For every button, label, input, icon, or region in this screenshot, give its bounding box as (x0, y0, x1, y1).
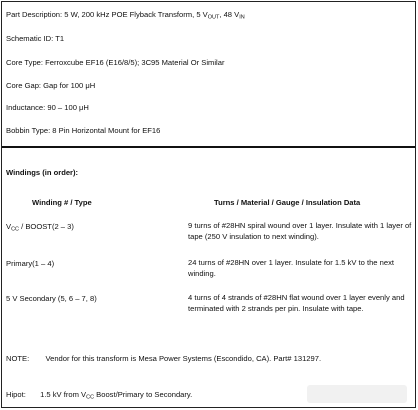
hipot-text-prefix: 1.5 kV from V (40, 390, 87, 399)
winding-name-suffix: / BOOST(2 – 3) (19, 222, 74, 231)
winding-details-vcc-boost: 9 turns of #28HN spiral wound over 1 layer. Insulate with 1 layer of tape (250 V insulation to next winding). (188, 221, 412, 241)
winding-name-text: V (6, 222, 12, 231)
core-gap: Core Gap: Gap for 100 μH (6, 81, 96, 90)
part-description (6, 10, 245, 21)
hipot-text-suffix: Boost/Primary to Secondary. (94, 390, 193, 399)
winding-name-primary: Primary(1 – 4) (6, 259, 55, 268)
section-divider (2, 146, 415, 148)
column-header-winding: Winding # / Type (32, 198, 92, 207)
winding-name-vcc-boost (6, 222, 74, 233)
part-description-mid: , 48 V (219, 10, 240, 19)
inductance: Inductance: 90 – 100 μH (6, 103, 89, 112)
note-line (6, 354, 321, 363)
spec-section (2, 2, 415, 145)
note-text: Vendor for this transform is Mesa Power Systems (Escondido, CA). Part# 131297. (45, 354, 322, 363)
hipot-text (40, 390, 192, 399)
transform-spec-document (1, 1, 416, 408)
core-type: Core Type: Ferroxcube EF16 (E16/8/5); 3C95 Material Or Similar (6, 58, 225, 67)
vout-subscript: OUT (207, 14, 220, 21)
vcc-subscript: CC (11, 226, 20, 233)
part-description-text: Part Description: 5 W, 200 kHz POE Flyback Transform, 5 V (6, 10, 208, 19)
column-header-details: Turns / Material / Gauge / Insulation Data (214, 198, 361, 207)
hipot-line (6, 390, 192, 401)
watermark-region (307, 385, 407, 403)
winding-details-secondary: 4 turns of 4 strands of #28HN flat wound over 1 layer evenly and terminated with 2 strands per pin. Insulate with tape. (188, 293, 405, 313)
vin-subscript: IN (239, 14, 245, 21)
bobbin-type: Bobbin Type: 8 Pin Horizontal Mount for EF16 (6, 126, 161, 135)
windings-title: Windings (in order): (6, 168, 79, 177)
hipot-vcc-subscript: CC (86, 394, 95, 401)
note-label: NOTE: (6, 354, 30, 363)
schematic-id: Schematic ID: T1 (6, 34, 65, 43)
winding-name-secondary: 5 V Secondary (5, 6 – 7, 8) (6, 294, 97, 303)
winding-details-primary: 24 turns of #28HN over 1 layer. Insulate for 1.5 kV to the next winding. (188, 258, 394, 278)
hipot-label: Hipot: (6, 390, 26, 399)
